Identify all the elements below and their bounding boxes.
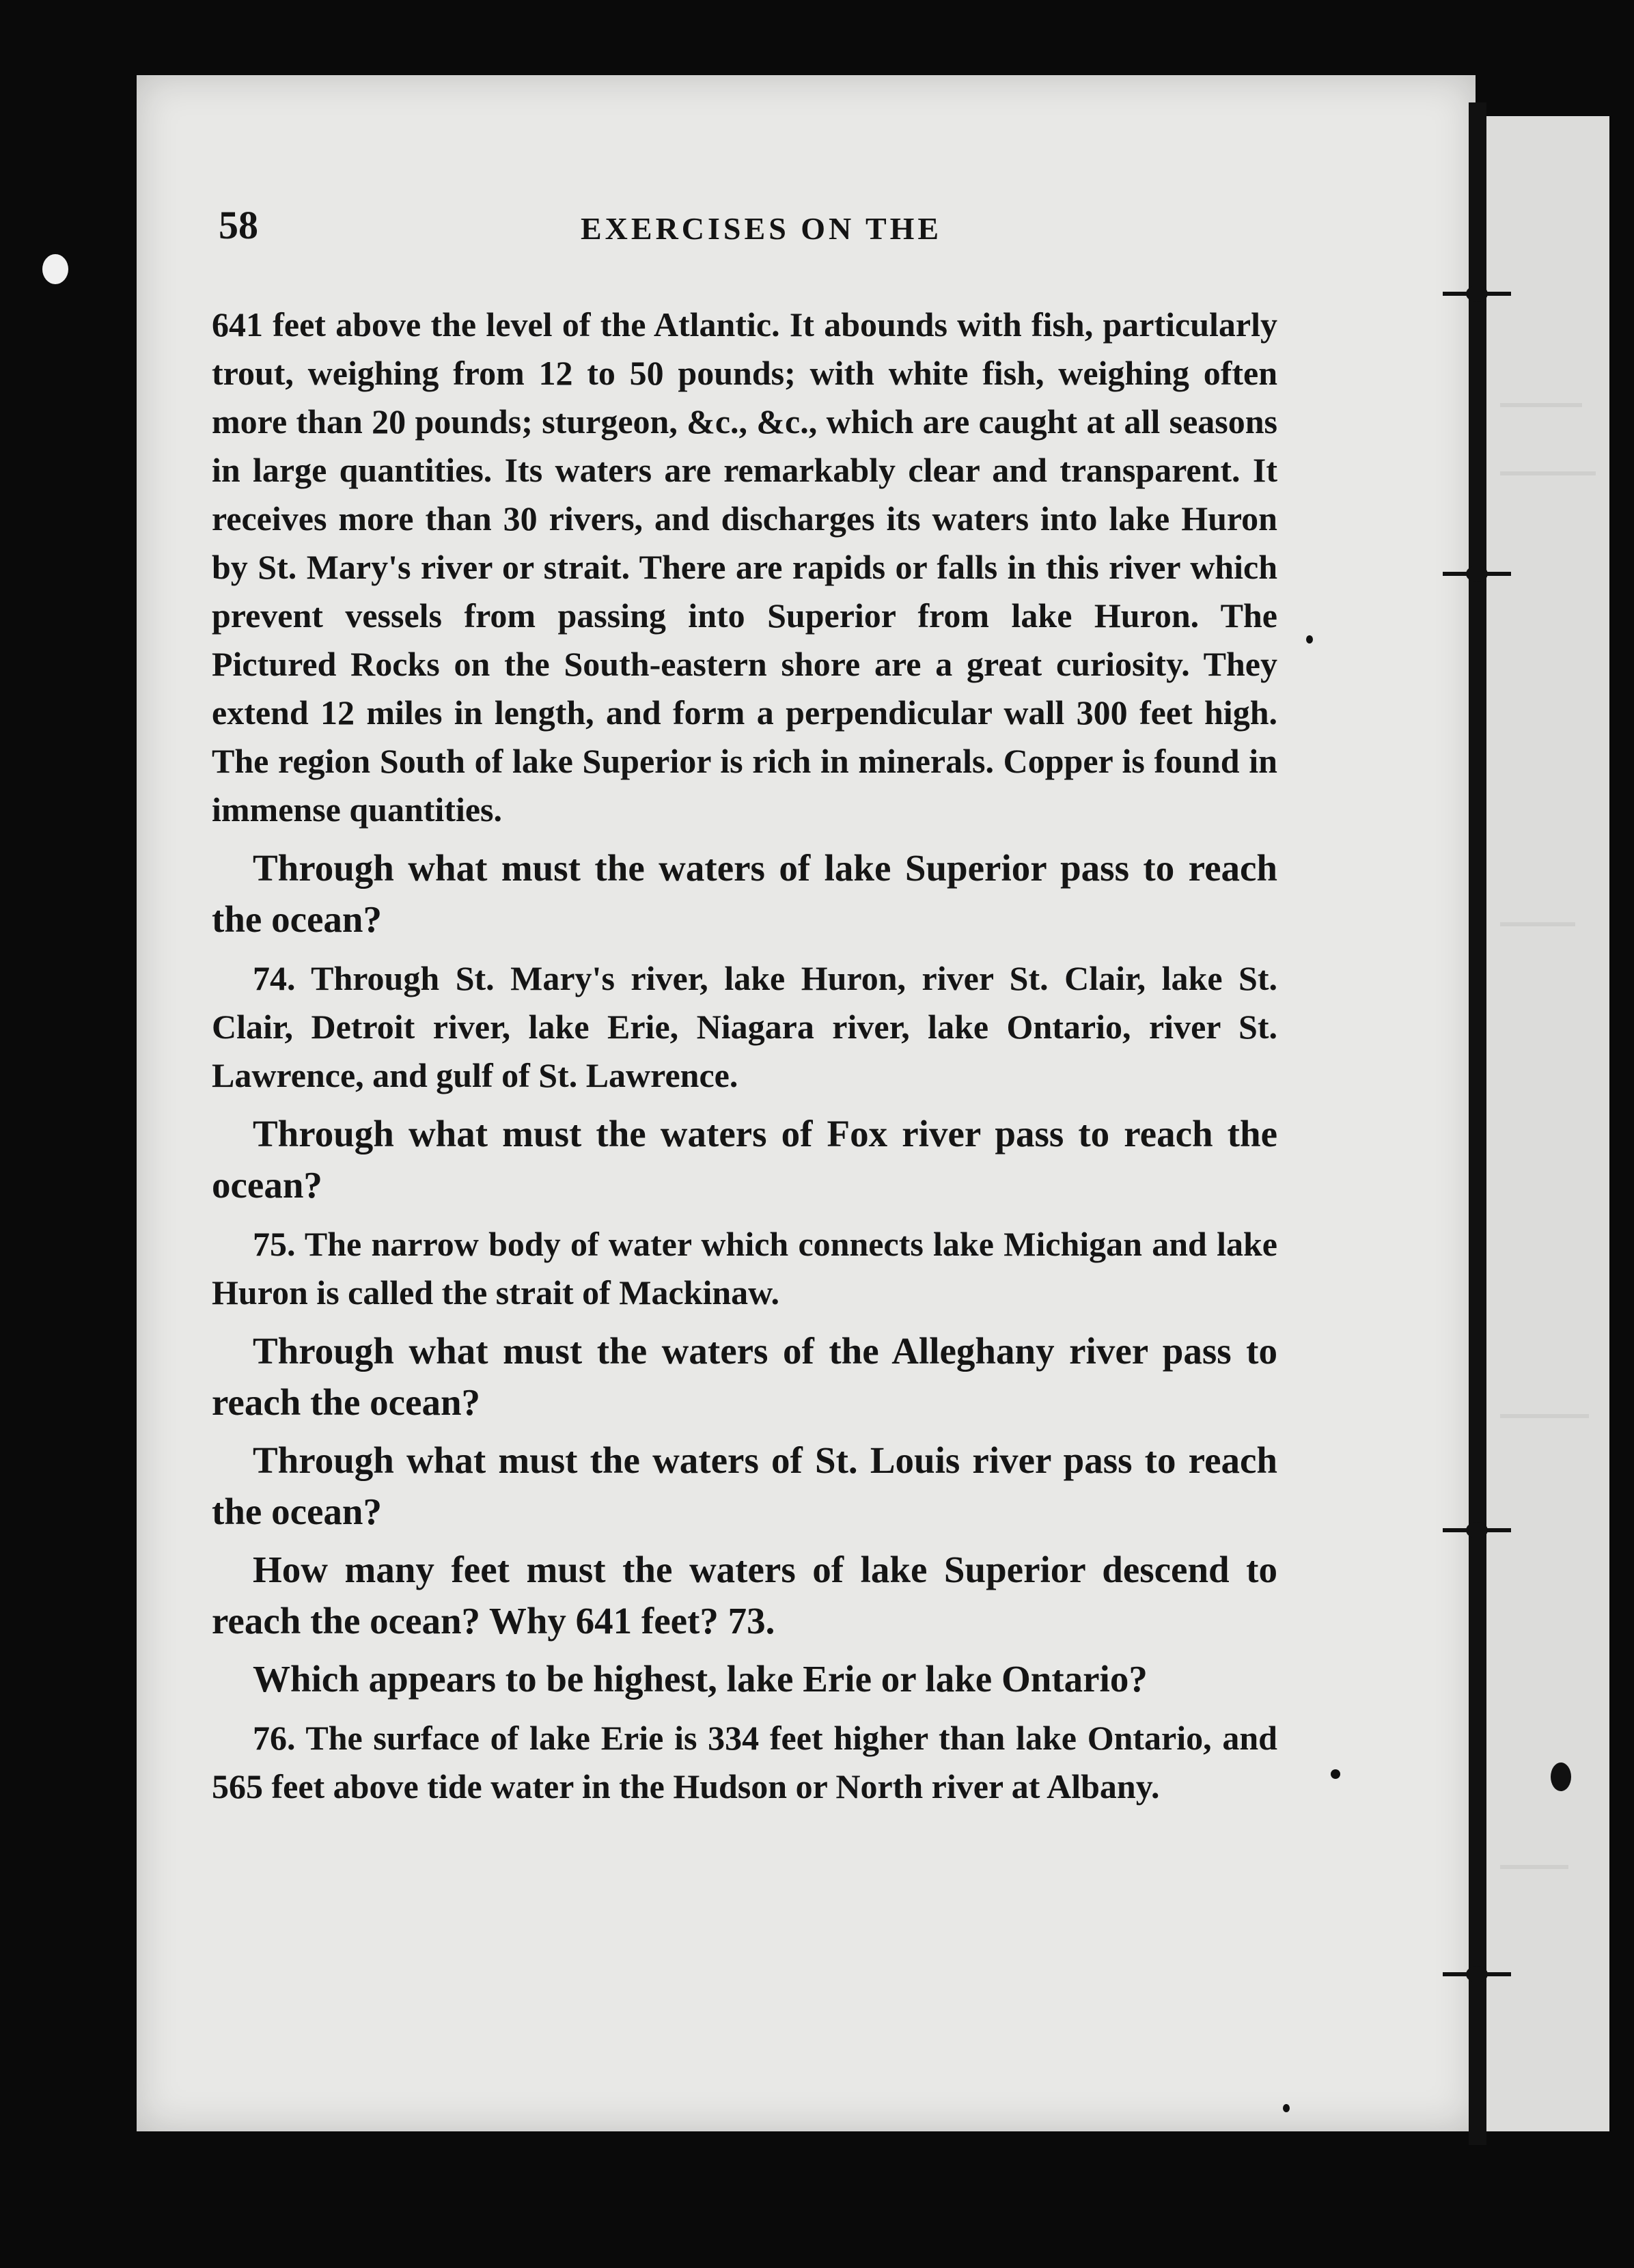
scan-speck (42, 254, 68, 284)
running-head (219, 198, 1284, 260)
question-paragraph: Through what must the waters of the Alleghany river pass to reach the ocean? (212, 1330, 1277, 1423)
scan-speck (1306, 635, 1313, 644)
binding-thread-mark (1443, 566, 1511, 582)
scan-speck (1283, 2104, 1290, 2112)
facing-page-ghost-line (1500, 1414, 1589, 1418)
question-paragraph: Through what must the waters of St. Louis river pass to reach the ocean? (212, 1439, 1277, 1532)
answer-paragraph: 74. Through St. Mary's river, lake Huron, river St. Clair, lake St. Clair, Detroit river, lake Erie, Niagara river, lake Ontario, river St. Lawrence, and gulf of St. Lawrence. (212, 959, 1277, 1094)
facing-page-edge (1486, 116, 1609, 2131)
answer-paragraph: 75. The narrow body of water which connects lake Michigan and lake Huron is called the strait of Mackinaw. (212, 1225, 1277, 1312)
facing-page-ghost-line (1500, 471, 1596, 475)
binding-thread-mark (1443, 1966, 1511, 1982)
scan-speck (1331, 1769, 1340, 1779)
running-head-title: EXERCISES ON THE (581, 211, 943, 246)
facing-page-ghost-line (1500, 1865, 1568, 1869)
answer-paragraph: 76. The surface of lake Erie is 334 feet higher than lake Ontario, and 565 feet above tide water in the Hudson or North river at Albany. (212, 1719, 1277, 1806)
question-paragraph: Through what must the waters of Fox river pass to reach the ocean? (212, 1113, 1277, 1206)
facing-page-ghost-line (1500, 922, 1575, 926)
binding-thread-mark (1443, 1522, 1511, 1538)
page-body (212, 301, 1277, 1811)
question-paragraph: Which appears to be highest, lake Erie or lake Ontario? (253, 1658, 1148, 1700)
facing-page-ghost-line (1500, 403, 1582, 407)
book-binding-gutter (1469, 102, 1486, 2145)
page-number: 58 (219, 203, 258, 247)
question-paragraph: Through what must the waters of lake Superior pass to reach the ocean? (212, 847, 1277, 940)
binding-thread-mark (1443, 286, 1511, 302)
scan-speck (1551, 1762, 1571, 1791)
question-paragraph: How many feet must the waters of lake Superior descend to reach the ocean? Why 641 feet? 73. (212, 1549, 1277, 1642)
continuation-paragraph: 641 feet above the level of the Atlantic. It abounds with fish, particularly trout, weighing from 12 to 50 pounds; with white fish, weighing often more than 20 pounds; sturgeon, &c., &c., which are caught at all seasons in large quantities. Its waters are remarkably clear and transparent. It receives more than 30 rivers, and discharges its waters into lake Huron by St. Mary's river or strait. There are rapids or falls in this river which prevent vessels from passing into Superior from lake Huron. The Pictured Rocks on the South-eastern shore are a great curiosity. They extend 12 miles in length, and form a perpendicular wall 300 feet high. The region South of lake Superior is rich in minerals. Copper is found in immense quantities. (212, 305, 1277, 829)
